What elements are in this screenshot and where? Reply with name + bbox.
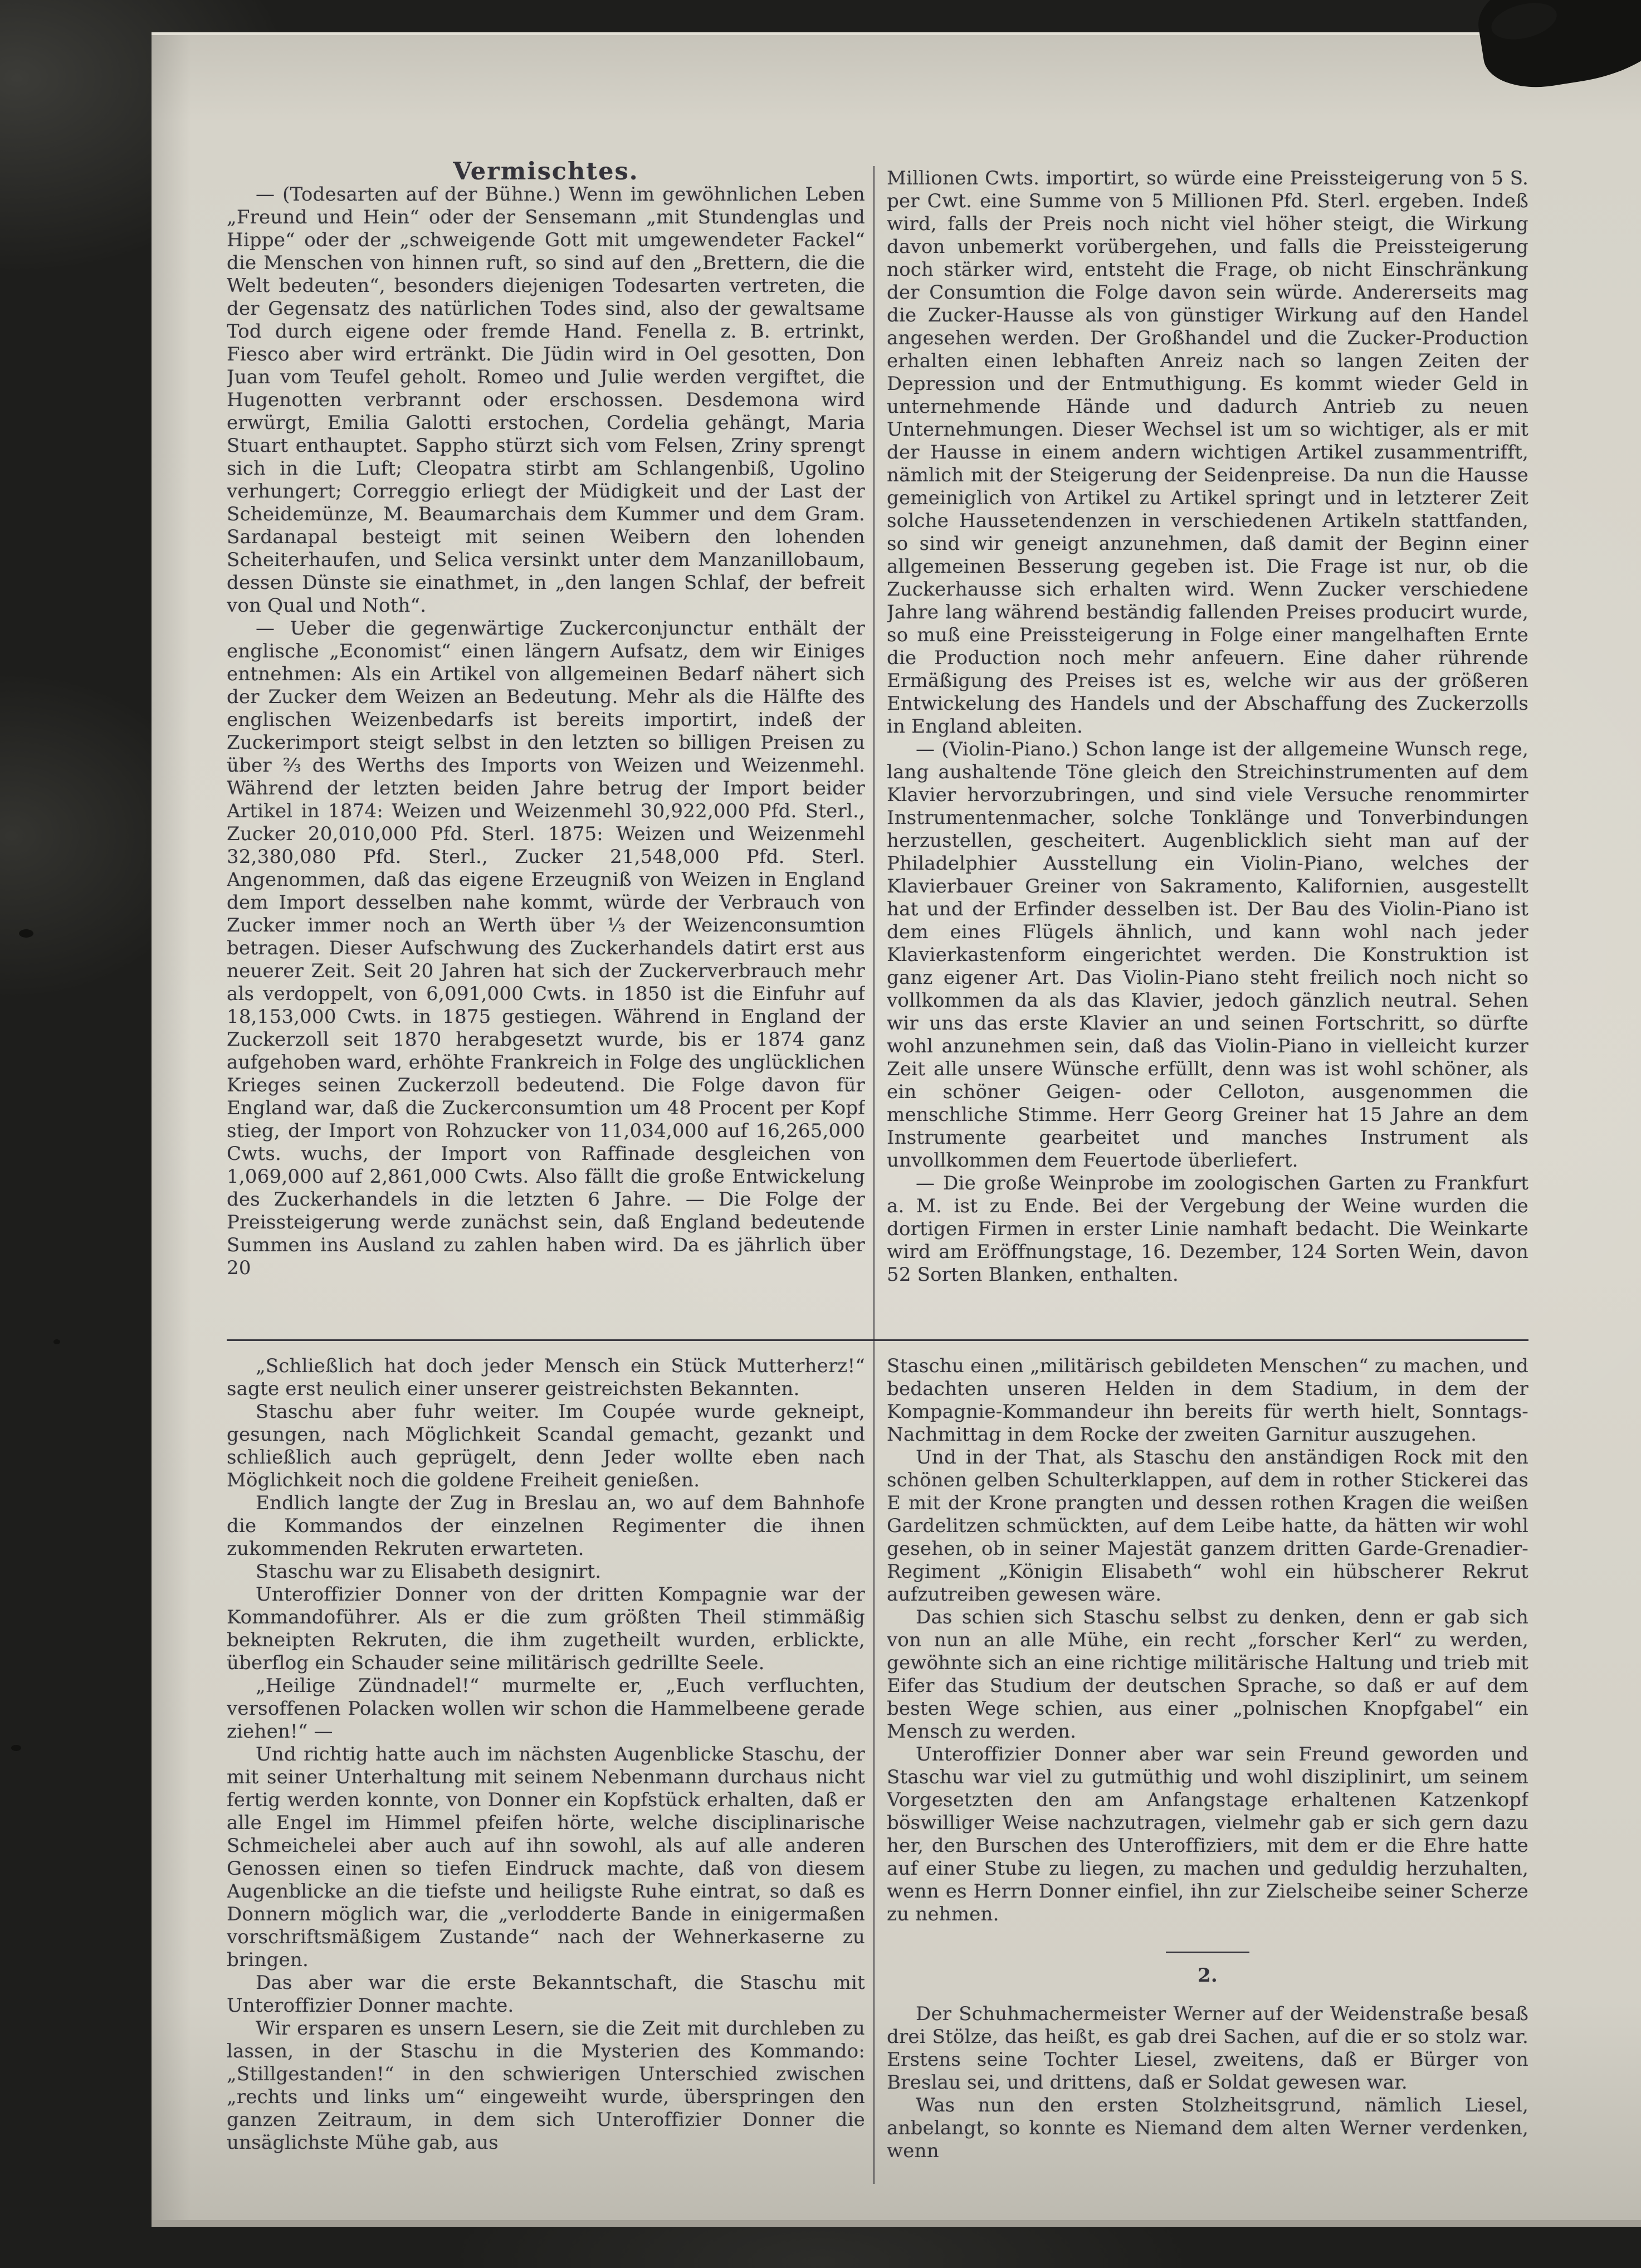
paragraph: Endlich langte der Zug in Breslau an, wo auf dem Bahnhofe die Kommandos der einzelnen Regimenter die ihnen zukommenden Rekruten erwarteten. xyxy=(227,1492,865,1560)
article-sugar-conjuncture: — Ueber die gegenwärtige Zuckerconjunctur enthält der englische „Economist“ einen längern Aufsatz, dem wir Einiges entnehmen: Als ein Artikel von allgemeinen Bedarf nähert sich der Zucker dem Weizen an Bedeutung. Mehr als die Hälfte des englischen Weizenbedarfs ist bereits importirt, indeß der Zuckerimport steigt selbst in den letzten so billigen Preisen zu über ⅔ des Werths des Imports von Weizen und Weizenmehl. Während der letzten beiden Jahre betrug der Import beider Artikel in 1874: Weizen und Weizenmehl 30,922,000 Pfd. Sterl., Zucker 20,010,000 Pfd. Sterl. 1875: Weizen und Weizenmehl 32,380,080 Pfd. Sterl., Zucker 21,548,000 Pfd. Sterl. Angenommen, daß das eigene Erzeugniß von Weizen in England dem Import desselben nahe kommt, würde der Verbrauch von Zucker immer noch an Werth über ⅓ der Weizenconsumtion betragen. Dieser Aufschwung des Zuckerhandels datirt erst aus neuerer Zeit. Seit 20 Jahren hat sich der Zuckerverbrauch mehr als verdoppelt, von 6,091,000 Cwts. in 1850 ist die Einfuhr auf 18,153,000 Cwts. in 1875 gestiegen. Während in England der Zuckerzoll seit 1870 herabgesetzt wurde, bis er 1874 ganz aufgehoben ward, erhöhte Frankreich in Folge des unglücklichen Krieges seinen Zuckerzoll bedeutend. Die Folge davon für England war, daß die Zuckerconsumtion um 48 Procent per Kopf stieg, der Import von Rohzucker von 11,034,000 auf 16,265,000 Cwts. wuchs, der Import von Raffinade desgleichen von 1,069,000 auf 2,861,000 Cwts. Also fällt die große Entwickelung des Zuckerhandels in die letzten 6 Jahre. — Die Folge der Preissteigerung werde zunächst sein, daß England bedeutende Summen ins Ausland zu zahlen haben wird. Da es jährlich über 20 xyxy=(227,617,865,1279)
paragraph: Unteroffizier Donner von der dritten Kompagnie war der Kommandoführer. Als er die zum größten Theil stimmäßig bekneipten Rekruten, die ihm zugetheilt wurden, erblickte, überflog ein Schauder seine militärisch gedrillte Seele. xyxy=(227,1583,865,1674)
paragraph: Was nun den ersten Stolzheitsgrund, nämlich Liesel, anbelangt, so konnte es Niemand dem alten Werner verdenken, wenn xyxy=(887,2094,1528,2162)
paragraph: Staschu war zu Elisabeth designirt. xyxy=(256,1560,602,1583)
paper-speck xyxy=(11,1745,21,1751)
paper-speck xyxy=(53,1339,60,1344)
paragraph: „Heilige Zündnadel!“ murmelte er, „Euch verfluchten, versoffenen Polacken wollen wir schon die Hammelbeene gerade ziehen!“ — xyxy=(227,1675,865,1743)
paragraph: Staschu aber fuhr weiter. Im Coupée wurde gekneipt, gesungen, nach Möglichkeit Scandal gemacht, gezankt und schließlich auch geprügelt, denn Jeder wollte eben nach Möglichkeit noch die goldene Freiheit genießen. xyxy=(227,1401,865,1491)
book-fore-edge xyxy=(32,29,154,2221)
feuilleton-right-column xyxy=(887,1355,1528,2186)
paragraph: „Schließlich hat doch jeder Mensch ein Stück Mutterherz!“ sagte erst neulich einer unserer geistreichsten Bekannten. xyxy=(227,1355,865,1400)
chapter-divider-rule xyxy=(1166,1952,1249,1953)
paragraph: Das schien sich Staschu selbst zu denken, denn er gab sich von nun an alle Mühe, ein recht „forscher Kerl“ zu werden, gewöhnte sich an eine richtige militärische Haltung und trieb mit Eifer das Studium der deutschen Sprache, so daß er auf dem besten Wege schien, aus einer „polnischen Knopfgabel“ ein Mensch zu werden. xyxy=(887,1606,1528,1743)
miscellany-left-column xyxy=(227,160,865,1335)
paragraph: Wir ersparen es unsern Lesern, sie die Zeit mit durchleben zu lassen, in der Staschu in die Mysterien des Kommando: „Stillgestanden!“ in den schwierigen Unterschied zwischen „rechts und links um“ eingeweiht wurde, überspringen den ganzen Zeitraum, in dem sich Unteroffizier Donner die unsäglichste Mühe gab, aus xyxy=(227,2017,865,2154)
miscellany-right-column xyxy=(887,167,1528,1335)
article-deaths-on-stage: — (Todesarten auf der Bühne.) Wenn im gewöhnlichen Leben „Freund und Hein“ oder der Sensemann „mit Stundenglas und Hippe“ oder der „schweigende Gott mit umgewendeter Fackel“ die Menschen von hinnen ruft, so sind auf den „Brettern, die die Welt bedeuten“, besonders diejenigen Todesarten vertreten, die der Gegensatz des natürlichen Todes sind, also der gewaltsame Tod durch eigene oder fremde Hand. Fenella z. B. ertrinkt, Fiesco aber wird ertränkt. Die Jüdin wird in Oel gesotten, Don Juan vom Teufel geholt. Romeo und Julie werden vergiftet, die Hugenotten verbrannt oder erschossen. Desdemona wird erwürgt, Emilia Galotti erstochen, Cordelia gehängt, Maria Stuart enthauptet. Sappho stürzt sich vom Felsen, Zriny sprengt sich in die Luft; Cleopatra stirbt am Schlangenbiß, Ugolino verhungert; Correggio erliegt der Müdigkeit und der Last der Scheidemünze, M. Beaumarchais dem Kummer und dem Gram. Sardanapal besteigt mit seinen Weibern den lohenden Scheiterhaufen, und Selica versinkt unter dem Manzanillobaum, dessen Dünste sie einathmet, in „den langen Schlaf, der befreit von Qual und Noth“. xyxy=(227,183,865,617)
article-wine-tasting: — Die große Weinprobe im zoologischen Garten zu Frankfurt a. M. ist zu Ende. Bei der Vergebung der Weine wurden die dortigen Firmen in erster Linie namhaft bedacht. Die Weinkarte wird am Eröffnungstage, 16. Dezember, 124 Sorten Wein, davon 52 Sorten Blanken, enthalten. xyxy=(887,1172,1528,1286)
article-violin-piano: — (Violin-Piano.) Schon lange ist der allgemeine Wunsch rege, lang aushaltende Töne gleich den Streichinstrumenten auf dem Klavier hervorzubringen, und sind viele Versuche renommirter Instrumentenmacher, solche Tonklänge und Tonverbindungen herzustellen, gescheitert. Augenblicklich sieht man auf der Philadelphier Ausstellung ein Violin-Piano, welches der Klavierbauer Greiner von Sakramento, Kalifornien, ausgestellt hat und der Erfinder desselben ist. Der Bau des Violin-Piano ist dem eines Flügels ähnlich, und kann wohl nach jeder Klavierkastenform eingerichtet werden. Die Konstruktion ist ganz eigener Art. Das Violin-Piano steht freilich noch nicht so vollkommen da als das Klavier, jedoch gänzlich neutral. Sehen wir uns das erste Klavier an und seinen Fortschritt, so dürfte wohl anzunehmen sein, daß das Violin-Piano in vielleicht kurzer Zeit alle unsere Wünsche erfüllt, denn was ist wohl schöner, als ein schöner Geigen- oder Celloton, ausgenommen die menschliche Stimme. Herr Georg Greiner hat 15 Jahre an dem Instrumente gearbeitet und manches Instrument als unvollkommen dem Feuertode überliefert. xyxy=(887,738,1528,1172)
paragraph: Unteroffizier Donner aber war sein Freund geworden und Staschu war viel zu gutmüthig und wohl disziplinirt, um seinem Vorgesetzten den am Anfangstage erhaltenen Katzenkopf böswilliger Weise nachzutragen, vielmehr gab er sich gern dazu her, den Burschen des Unteroffiziers, mit dem er die Ehre hatte auf einer Stube zu liegen, zu machen und geduldig herzuhalten, wenn es Herrn Donner einfiel, ihn zur Zielscheibe seiner Scherze zu nehmen. xyxy=(887,1743,1528,1925)
paragraph: Und richtig hatte auch im nächsten Augenblicke Staschu, der mit seiner Unterhaltung mit seinem Nebenmann durchaus nicht fertig werden konnte, von Donner ein Kopfstück erhalten, daß er alle Engel im Himmel pfeifen hörte, welche disciplinarische Schmeichelei aber auch auf ihn sowohl, als auf alle anderen Genossen einen so tiefen Eindruck machte, daß von diesem Augenblicke an die tiefste und heiligste Ruhe eintrat, so daß es Donnern möglich war, die „verlodderte Bande in einigermaßen vorschriftsmäßigem Zustande“ nach der Wehnerkaserne zu bringen. xyxy=(227,1743,865,1971)
section-divider-rule xyxy=(227,1339,1528,1341)
paragraph: Der Schuhmachermeister Werner auf der Weidenstraße besaß drei Stölze, das heißt, es gab drei Sachen, auf die er so stolz war. Erstens seine Tochter Liesel, zweitens, daß er Bürger von Breslau sei, und drittens, daß er Soldat gewesen war. xyxy=(887,2003,1528,2094)
paper-speck xyxy=(19,929,33,938)
section-heading: Vermischtes. xyxy=(453,160,639,186)
chapter-number: 2. xyxy=(1198,1964,1218,1987)
column-divider-rule xyxy=(873,166,875,2184)
paragraph: Das aber war die erste Bekanntschaft, die Staschu mit Unteroffizier Donner machte. xyxy=(227,1972,865,2017)
article-sugar-continuation: Millionen Cwts. importirt, so würde eine Preissteigerung von 5 S. per Cwt. eine Summe von 5 Millionen Pfd. Sterl. ergeben. Indeß wird, falls der Preis noch nicht viel höher steigt, die Wirkung davon unbemerkt vorübergehen, und falls die Preissteigerung noch stärker wird, entsteht die Frage, ob nicht Einschränkung der Consumtion die Folge davon sein würde. Andererseits mag die Zucker-Hausse als von günstiger Wirkung auf den Handel angesehen werden. Der Großhandel und die Zucker-Production erhalten einen lebhaften Anreiz nach so langen Zeiten der Depression und der Entmuthigung. Es kommt wieder Geld in unternehmende Hände und dadurch Antrieb zu neuen Unternehmungen. Dieser Wechsel ist um so wichtiger, als er mit der Hausse in einem andern wichtigen Artikel zusammentrifft, nämlich mit der Steigerung der Seidenpreise. Da nun die Hausse gemeiniglich von Artikel zu Artikel springt und in letzterer Zeit solche Haussetendenzen in verschiedenen Artikeln stattfanden, so sind wir geneigt anzunehmen, daß damit der Beginn einer allgemeinen Besserung gegeben ist. Die Frage ist nur, ob die Zuckerhausse sich erhalten wird. Wenn Zucker verschiedene Jahre lang während beständig fallenden Preises producirt wurde, so muß eine Preissteigerung in Folge einer mangelhaften Ernte die Production noch mehr anfeuern. Eine daher rührende Ermäßigung des Preises ist es, welche wir aus der größeren Entwickelung des Handels und der Abschaffung des Zuckerzolls in England ableiten. xyxy=(887,167,1528,738)
paragraph: Staschu einen „militärisch gebildeten Menschen“ zu machen, und bedachten unseren Helden in dem Stadium, in dem der Kompagnie-Kommandeur ihn bereits für werth hielt, Sonntags-Nachmittag in dem Rocke der zweiten Garnitur auszugehen. xyxy=(887,1355,1528,1446)
feuilleton-left-column xyxy=(227,1355,865,2186)
paragraph: Und in der That, als Staschu den anständigen Rock mit den schönen gelben Schulterklappen, auf dem in rother Stickerei das E mit der Krone prangten und dessen rothen Kragen die weißen Gardelitzen schmückten, auf dem Leibe hatte, da hätten wir wohl gesehen, ob in seiner Majestät ganzem dritten Garde-Grenadier-Regiment „Königin Elisabeth“ wohl ein hübscherer Rekrut aufzutreiben gewesen wäre. xyxy=(887,1446,1528,1606)
